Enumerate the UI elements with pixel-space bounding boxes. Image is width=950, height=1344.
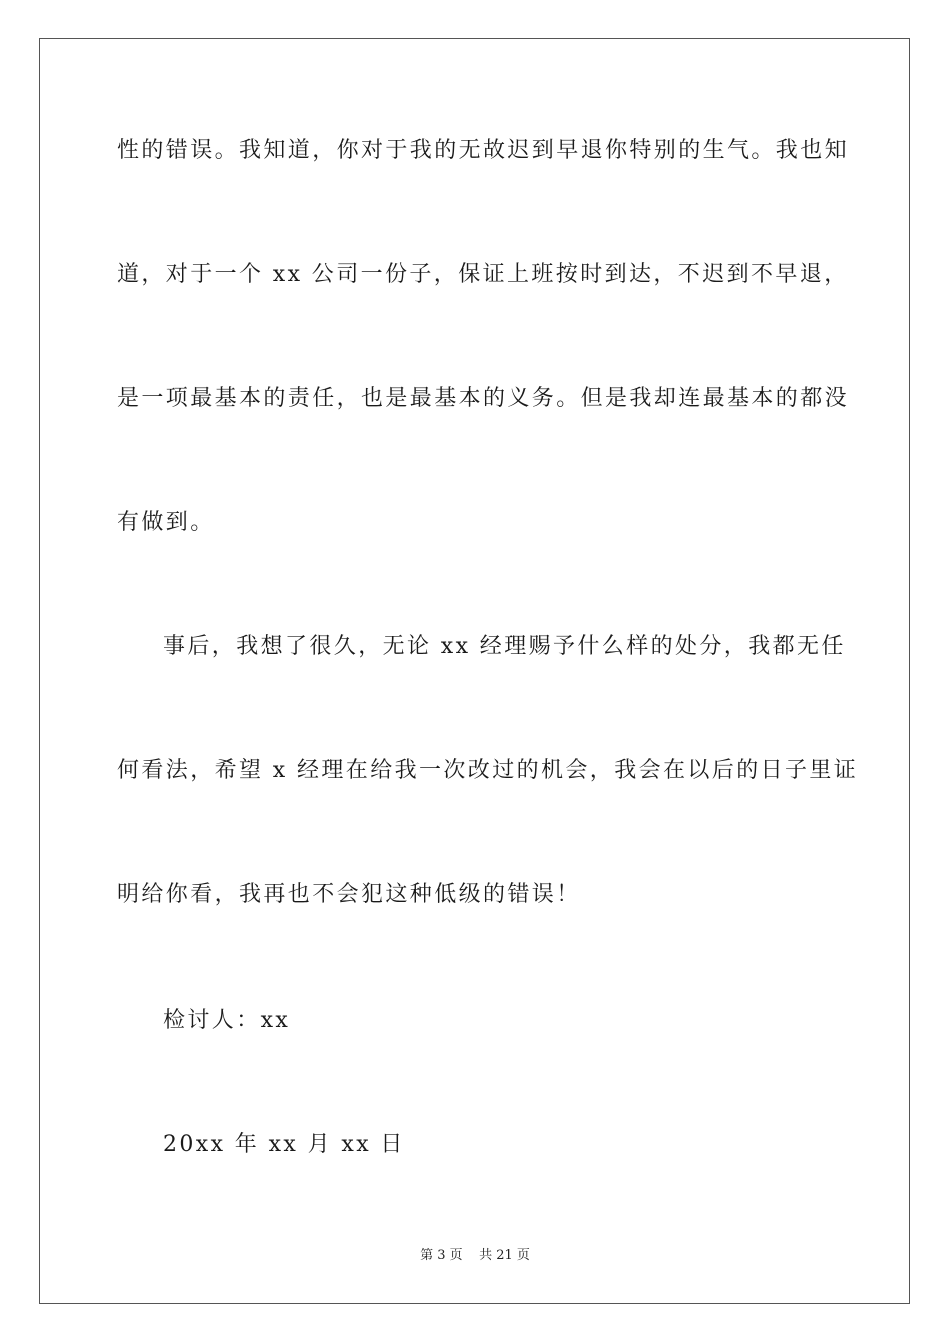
date-line: 20xx 年 xx 月 xx 日 bbox=[163, 1132, 405, 1157]
body-line-4: 有做到。 bbox=[117, 510, 215, 535]
body-line-3: 是一项最基本的责任，也是最基本的义务。但是我却连最基本的都没 bbox=[117, 386, 850, 411]
body-line-5: 事后，我想了很久，无论 xx 经理赐予什么样的处分，我都无任 bbox=[163, 634, 846, 659]
body-line-1: 性的错误。我知道，你对于我的无故迟到早退你特别的生气。我也知 bbox=[117, 138, 850, 163]
body-line-2: 道，对于一个 xx 公司一份子，保证上班按时到达，不迟到不早退， bbox=[117, 262, 849, 287]
signature-line: 检讨人：xx bbox=[163, 1008, 291, 1033]
body-line-6: 何看法，希望 x 经理在给我一次改过的机会，我会在以后的日子里证 bbox=[117, 758, 859, 783]
page-number-footer: 第 3 页 共 21 页 bbox=[420, 1248, 530, 1263]
page-border bbox=[39, 38, 910, 1304]
body-line-7: 明给你看，我再也不会犯这种低级的错误！ bbox=[117, 882, 581, 907]
